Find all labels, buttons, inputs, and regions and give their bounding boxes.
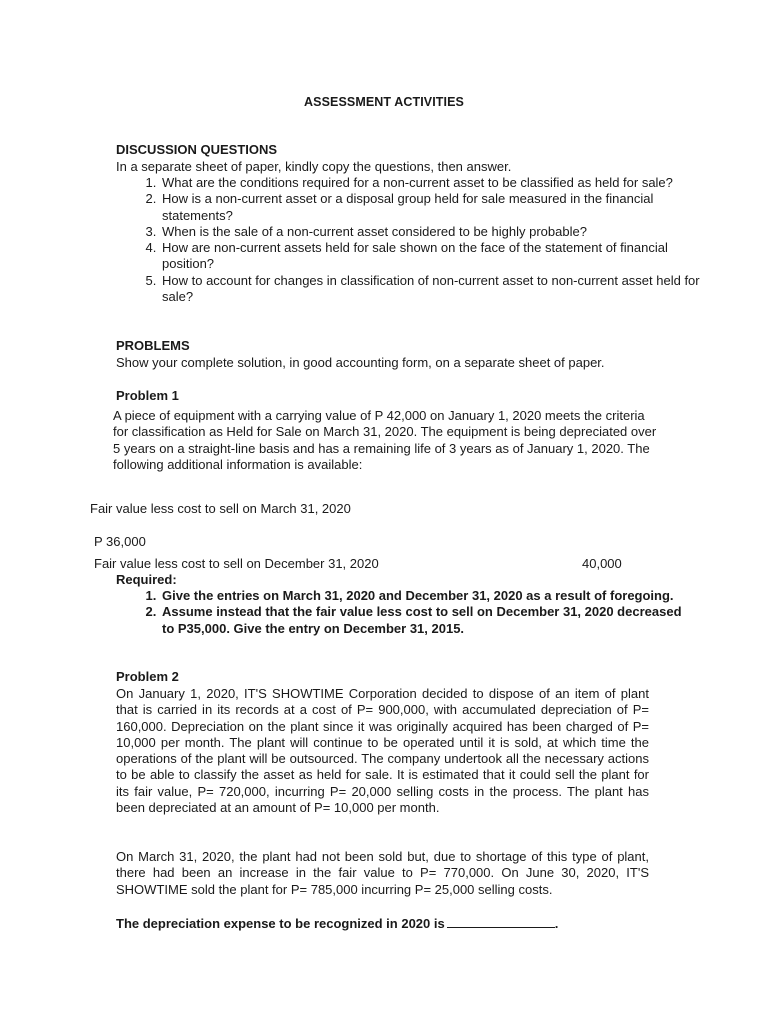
problem2-paragraph-2: On March 31, 2020, the plant had not been sold but, due to shortage of this type of plant, there had been an increase in the fair value to P= 770,000. On June 30, 2020, IT'S SHOWTIME sold the plant for P= 785,000 incurring P= 25,000 selling costs. (116, 849, 649, 897)
discussion-question: 4. How are non-current assets held for sale shown on the face of the statement of financial position? (160, 240, 715, 273)
discussion-question: 1. What are the conditions required for a non-current asset to be classified as held for sale? (160, 175, 715, 191)
discussion-question-list (116, 175, 715, 305)
problems-heading: PROBLEMS (116, 338, 190, 353)
problem2-heading: Problem 2 (116, 669, 179, 684)
page-title: ASSESSMENT ACTIVITIES (304, 95, 464, 109)
problem1-body: A piece of equipment with a carrying value of P 42,000 on January 1, 2020 meets the criteria for classification as Held for Sale on March 31, 2020. The equipment is being depreciated over 5 years on a straight-line basis and has a remaining life of 3 years as of January 1, 2020. The following additional information is available: (113, 408, 657, 472)
problem1-heading: Problem 1 (116, 388, 179, 403)
problem2-paragraph-1: On January 1, 2020, IT'S SHOWTIME Corporation decided to dispose of an item of plant that is carried in its records at a cost of P= 900,000, with accumulated depreciation of P= 160,000. Depreciation on the plant since it was originally acquired has been charged of P= 10,000 per month. The plant will continue to be operated until it is sold, at which time the operations of the plant will be outsourced. The company undertook all the necessary actions to be able to classify the asset as held for sale. It is estimated that it could sell the plant for its fair value, P= 720,000, incurring P= 20,000 selling costs in the process. The plant has been depreciated at an amount of P= 10,000 per month. (116, 686, 649, 816)
discussion-question: 3. When is the sale of a non-current asset considered to be highly probable? (160, 224, 715, 240)
required-label: Required: (116, 572, 177, 587)
problems-intro: Show your complete solution, in good accounting form, on a separate sheet of paper. (116, 355, 605, 370)
fv-dec-label: Fair value less cost to sell on December 31, 2020 (94, 556, 379, 571)
discussion-question: 2. How is a non-current asset or a disposal group held for sale measured in the financial statements? (160, 191, 715, 224)
problem2-question-end: . (554, 916, 559, 931)
problem2-question-text: The depreciation expense to be recognized in 2020 is (116, 916, 445, 931)
discussion-question: 5. How to account for changes in classification of non-current asset to non-current asset held for sale? (160, 273, 715, 306)
discussion-intro: In a separate sheet of paper, kindly copy the questions, then answer. (116, 159, 512, 174)
discussion-heading: DISCUSSION QUESTIONS (116, 142, 278, 157)
required-item: 2. Assume instead that the fair value less cost to sell on December 31, 2020 decreased to P35,000. Give the entry on December 31, 2015. (160, 604, 690, 637)
answer-blank (447, 915, 555, 928)
fv-march-value: P 36,000 (94, 534, 146, 549)
problem2-question (116, 915, 558, 932)
required-item: 1. Give the entries on March 31, 2020 and December 31, 2020 as a result of foregoing. (160, 588, 690, 604)
fv-march-label: Fair value less cost to sell on March 31, 2020 (90, 501, 351, 516)
fv-dec-value: 40,000 (582, 556, 622, 571)
required-list (116, 588, 690, 637)
